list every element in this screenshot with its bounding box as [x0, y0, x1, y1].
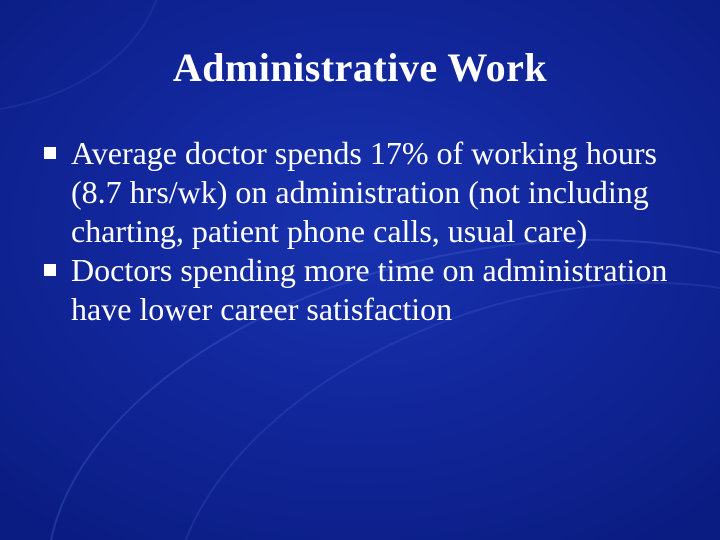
bullet-list	[40, 134, 670, 329]
square-bullet-icon	[44, 264, 56, 276]
slide-title: Administrative Work	[172, 45, 548, 90]
bullet-text: Doctors spending more time on administration have lower career satisfaction	[71, 252, 668, 327]
square-bullet-icon	[44, 147, 56, 159]
bullet-item	[40, 251, 670, 329]
bullet-text: Average doctor spends 17% of working hours (8.7 hrs/wk) on administration (not including charting, patient phone calls, usual care)	[71, 135, 657, 249]
bullet-item	[40, 134, 670, 251]
